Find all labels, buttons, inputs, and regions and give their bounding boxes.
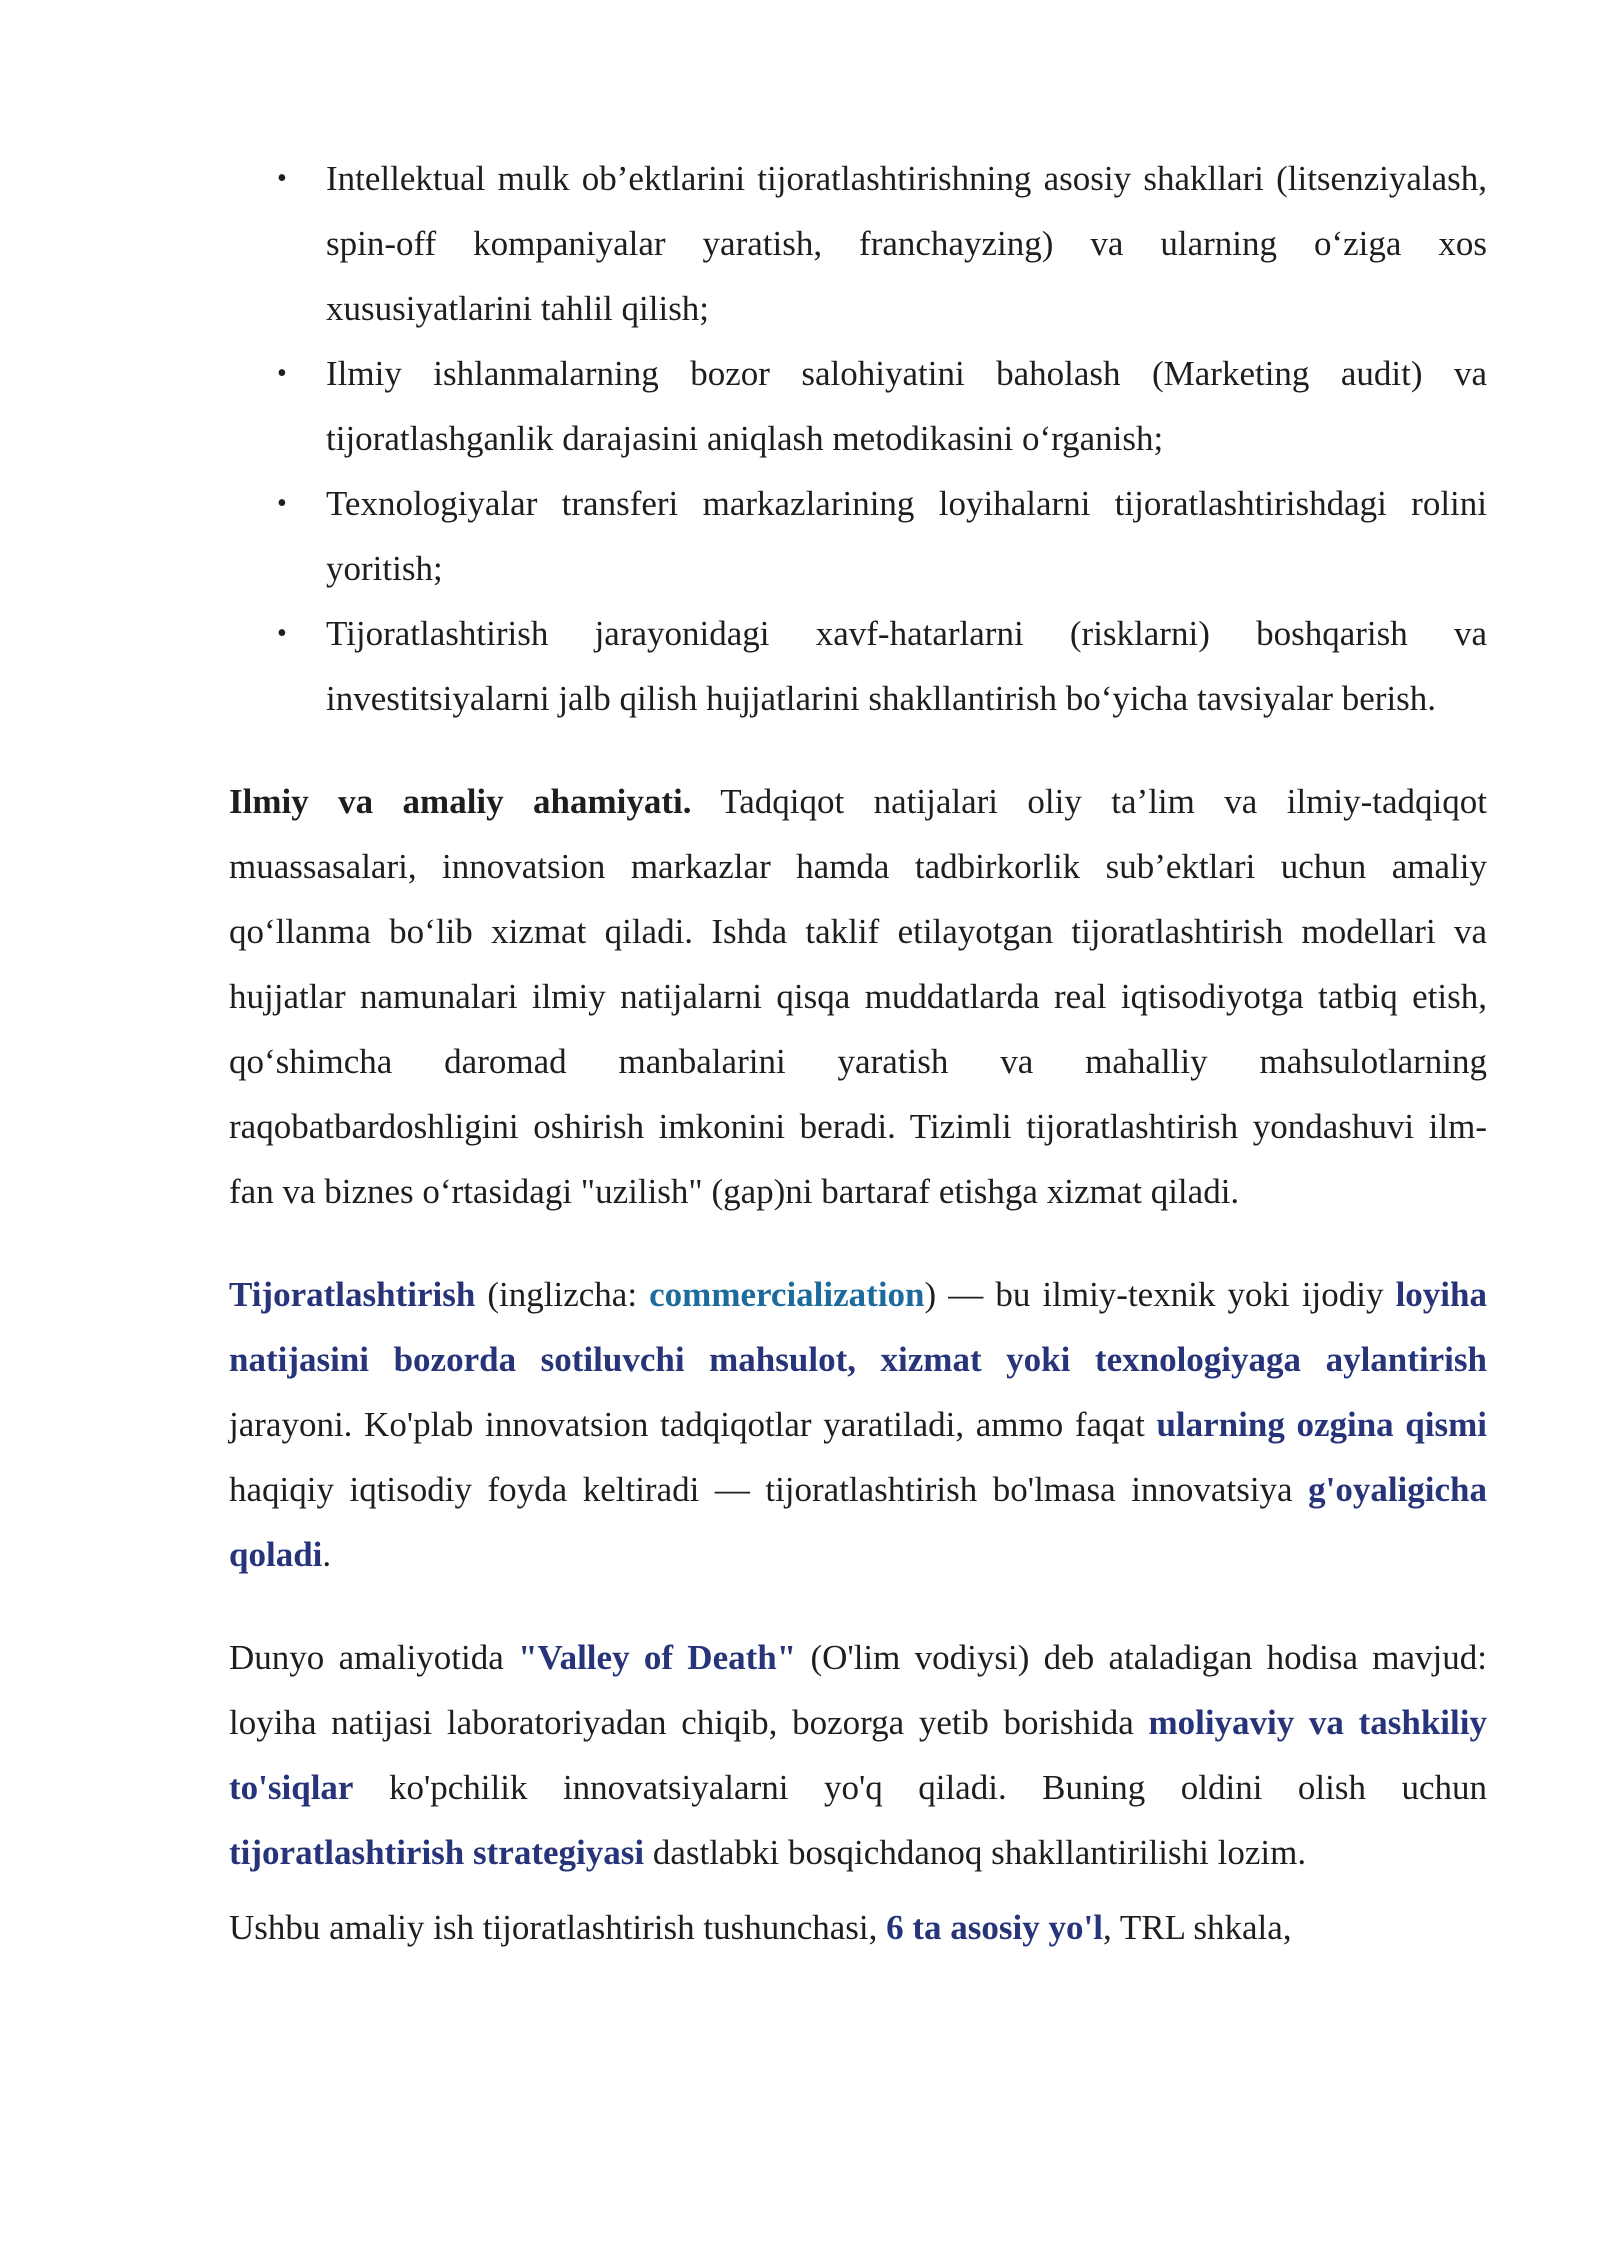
definition-text: (inglizcha: [475, 1275, 650, 1314]
last-text: Ushbu amaliy ish tijoratlashtirish tushunchasi, [229, 1908, 887, 1947]
list-item: • Intellektual mulk ob’ektlarini tijoratlashtirishning asosiy shakllari (litsenziyalash, spin-off kompaniyalar yaratish, franchayzing) va ularning o‘ziga xos xususiyatlarini tahlil qilish; [326, 146, 1487, 341]
definition-highlight: loyiha natijasini bozorda sotiluvchi mahsulot, xizmat yoki texnologiyaga aylantirish [229, 1275, 1487, 1379]
definition-highlight: g'oyaligicha qoladi [229, 1470, 1487, 1574]
definition-text: . [322, 1535, 332, 1574]
definition-highlight: ularning ozgina qismi [1156, 1405, 1487, 1444]
significance-paragraph [229, 769, 1487, 1224]
list-item: • Texnologiyalar transferi markazlarining loyihalarni tijoratlashtirishdagi rolini yoritish; [326, 471, 1487, 601]
significance-text: Tadqiqot natijalari oliy ta’lim va ilmiy-tadqiqot muassasalari, innovatsion markazlar hamda tadbirkorlik sub’ektlari uchun amaliy qo‘llanma bo‘lib xizmat qiladi. Ishda taklif etilayotgan tijoratlashtirish modellari va hujjatlar namunalari ilmiy natijalarni qisqa muddatlarda real iqtisodiyotga tatbiq etish, qo‘shimcha daromad manbalarini yaratish va mahalliy mahsulotlarning raqobatbardoshligini oshirish imkonini beradi. Tizimli tijoratlashtirish yondashuvi ilm-fan va biznes o‘rtasidagi "uzilish" (gap)ni bartaraf etishga xizmat qiladi. [229, 782, 1487, 1211]
valley-paragraph [229, 1625, 1487, 1885]
last-highlight: 6 ta asosiy yo'l [886, 1908, 1103, 1947]
valley-highlight: "Valley of Death" [518, 1638, 797, 1677]
valley-highlight: tijoratlashtirish strategiyasi [229, 1833, 645, 1872]
valley-text: ko'pchilik innovatsiyalarni yo'q qiladi. Buning oldini olish uchun [353, 1768, 1487, 1807]
last-paragraph [229, 1895, 1487, 1960]
list-item: • Ilmiy ishlanmalarning bozor salohiyatini baholash (Marketing audit) va tijoratlashganlik darajasini aniqlash metodikasini o‘rganish; [326, 341, 1487, 471]
valley-highlight: moliyaviy va tashkiliy to'siqlar [229, 1703, 1487, 1807]
document-body [229, 146, 1487, 1960]
significance-heading: Ilmiy va amaliy ahamiyati. [229, 782, 692, 821]
list-item: • Tijoratlashtirish jarayonidagi xavf-hatarlarni (risklarni) boshqarish va investitsiyalarni jalb qilish hujjatlarini shakllantirish bo‘yicha tavsiyalar berish. [326, 601, 1487, 731]
definition-term: Tijoratlashtirish [229, 1275, 476, 1314]
valley-text: (O'lim vodiysi) deb ataladigan hodisa mavjud: loyiha natijasi laboratoriyadan chiqib, bozorga yetib borishida [229, 1638, 1487, 1742]
last-text: , TRL shkala, [1102, 1908, 1292, 1947]
definition-text: jarayoni. Ko'plab innovatsion tadqiqotlar yaratiladi, ammo faqat [229, 1405, 1157, 1444]
valley-text: dastlabki bosqichdanoq shakllantirilishi lozim. [644, 1833, 1307, 1872]
definition-term-english: commercialization [649, 1275, 925, 1314]
valley-text: Dunyo amaliyotida [229, 1638, 519, 1677]
definition-text: haqiqiy iqtisodiy foyda keltiradi — tijoratlashtirish bo'lmasa innovatsiya [229, 1470, 1309, 1509]
objectives-list [229, 146, 1487, 731]
definition-text: ) — bu ilmiy-texnik yoki ijodiy [924, 1275, 1396, 1314]
definition-paragraph [229, 1262, 1487, 1587]
